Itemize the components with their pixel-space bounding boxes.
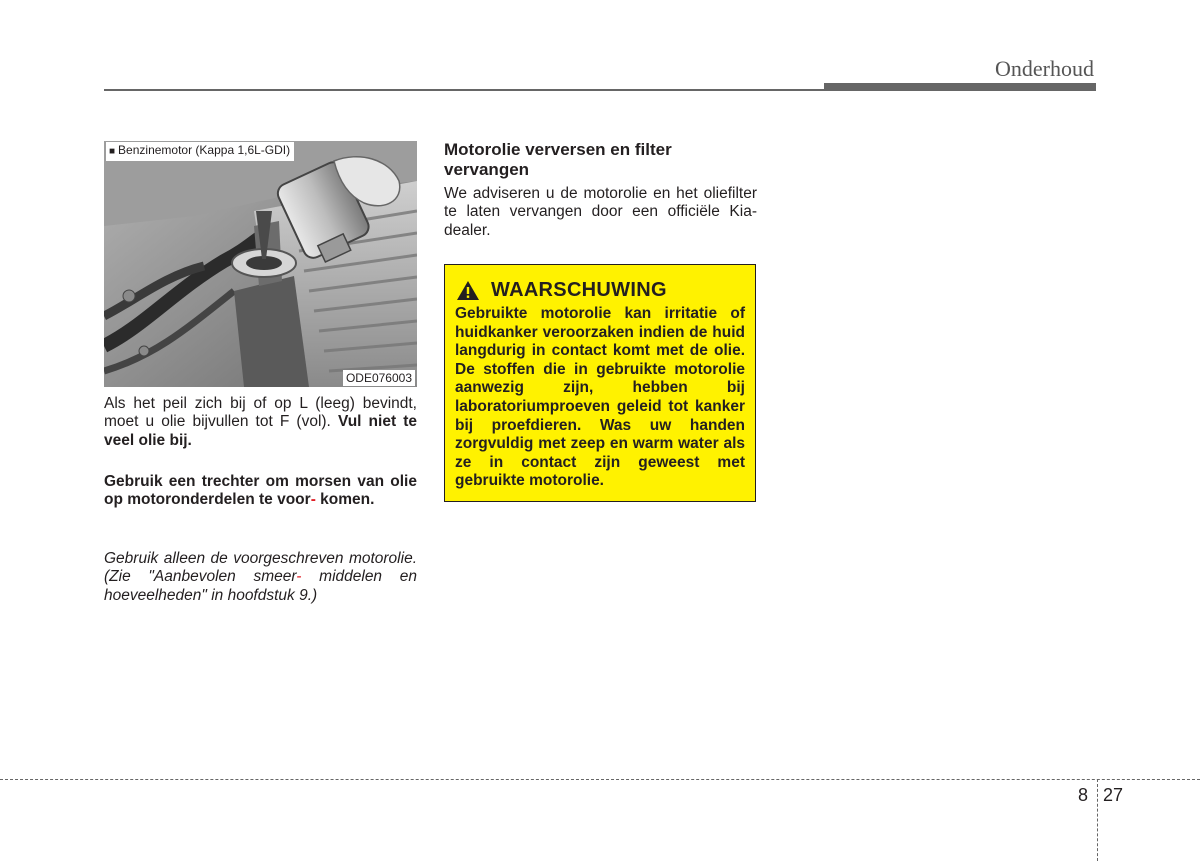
black-square-bullet-icon: ■ <box>109 146 116 157</box>
warning-box <box>444 264 756 502</box>
figure-caption <box>106 142 294 161</box>
warning-title: WAARSCHUWING <box>491 278 667 301</box>
figure-code: ODE076003 <box>343 370 415 386</box>
funnel-paragraph <box>104 473 417 510</box>
figure-caption-text: Benzinemotor (Kappa 1,6L-GDI) <box>118 143 291 157</box>
funnel-text: Gebruik een trechter om morsen van olie op motoronderdelen te voor <box>104 473 417 509</box>
oil-level-bold-text: Vul niet te veel olie bij. <box>104 413 417 449</box>
funnel-text-end: komen. <box>320 491 375 509</box>
oil-level-paragraph <box>104 395 417 450</box>
warning-text: Gebruikte motorolie kan irritatie of huidkanker veroorzaken indien de huid langdurig in contact komt met de olie. De stoffen die in gebruikte motorolie aanwezig zijn, hebben bij laboratoriumproeven geleid tot kanker bij proefdieren. Was uw handen zorgvuldig met zeep en warm water als ze in contact zijn geweest met gebruikte motorolie. <box>455 305 745 490</box>
warning-header <box>455 277 745 303</box>
header-rule-accent <box>824 83 1096 91</box>
engine-oil-photo <box>104 141 417 387</box>
chapter-number: 8 <box>1078 785 1089 805</box>
warning-triangle-icon <box>456 280 480 301</box>
oil-level-text: Als het peil zich bij of op L (leeg) bevindt, moet u olie bijvullen tot F (vol). <box>104 395 417 431</box>
hyphen-mark: - <box>310 491 316 509</box>
oil-change-paragraph: We adviseren u de motorolie en het oliefilter te laten vervangen door een officiële Kia-dealer. <box>444 185 757 239</box>
hyphen-mark: - <box>296 568 302 586</box>
footer-vertical-divider <box>1097 779 1098 861</box>
recommended-oil-text-end: middelen en hoeveelheden" in hoofdstuk 9.) <box>104 568 418 604</box>
header-rule <box>104 89 824 91</box>
engine-oil-illustration <box>104 141 417 387</box>
footer-divider <box>0 779 1200 780</box>
page-number: 27 <box>1103 785 1124 805</box>
recommended-oil-text: Gebruik alleen de voorgeschreven motorolie. (Zie "Aanbevolen smeer <box>104 550 417 586</box>
section-title: Onderhoud <box>995 56 1094 81</box>
recommended-oil-paragraph <box>104 550 417 605</box>
oil-change-heading: Motorolie verversen en filter vervangen <box>444 140 672 179</box>
